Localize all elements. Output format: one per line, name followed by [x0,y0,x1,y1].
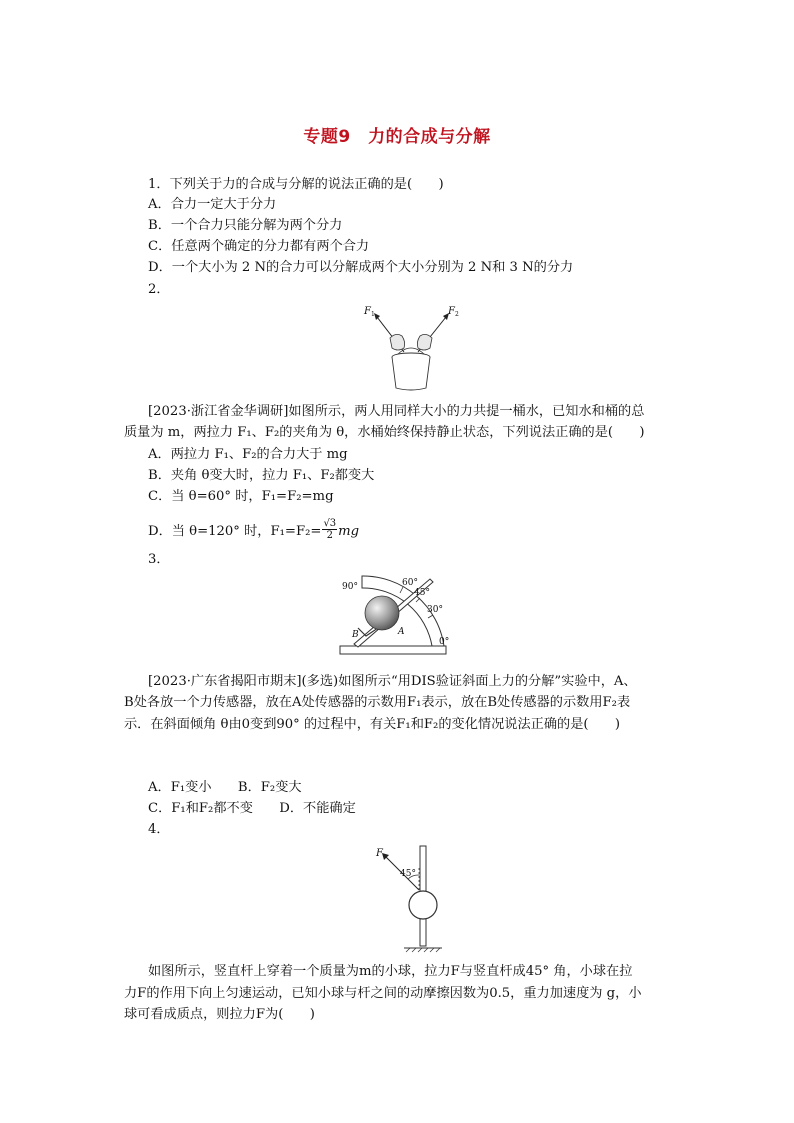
label-45: 45° [414,588,430,598]
force-label: F [376,848,383,859]
page-title: 专题9 力的合成与分解 [303,127,491,147]
incline-figure [336,570,456,662]
q3-stem-line3: 示．在斜面倾角 θ由0变到90° 的过程中，有关F₁和F₂的变化情况说法正确的是( ) [124,717,621,732]
q2-option-d-fraction [322,518,337,541]
q4-number: 4． [148,822,170,837]
q2-option-b: B．夹角 θ变大时，拉力 F₁、F₂都变大 [148,468,375,483]
q3-number: 3． [148,552,170,567]
q1-option-c: C．任意两个确定的分力都有两个合力 [148,239,370,254]
q2-stem-line2: 质量为 m，两拉力 F₁、F₂的夹角为 θ，水桶始终保持静止状态，下列说法正确的是( ) [124,425,645,440]
q2-option-d [148,520,359,543]
q3-stem-line1: [2023·广东省揭阳市期末](多选)如图所示“用DIS验证斜面上力的分解”实验中，A、 [148,674,637,689]
q1-option-a: A．合力一定大于分力 [148,197,277,212]
q2-option-c: C．当 θ=60° 时，F₁=F₂=mg [148,489,334,504]
q3-options-row1: A．F₁变小 B．F₂变大 [148,780,302,795]
q3-stem-line2: B处各放一个力传感器，放在A处传感器的示数用F₁表示，放在B处传感器的示数用F₂表 [124,695,631,710]
q2-option-d-frac-den: 2 [326,530,333,541]
label-b: B [352,630,359,640]
angle-label: 45° [400,869,416,879]
q4-stem-line1: 如图所示，竖直杆上穿着一个质量为m的小球，拉力F与竖直杆成45° 角，小球在拉 [148,964,633,979]
q2-option-d-prefix: D．当 θ=120° 时，F₁=F₂= [148,524,322,539]
f2-subscript: 2 [455,311,459,318]
q1-option-d: D．一个大小为 2 N的合力可以分解成两个大小分别为 2 N和 3 N的分力 [148,260,574,275]
q2-stem-line1: [2023·浙江省金华调研]如图所示，两人用同样大小的力共提一桶水，已知水和桶的总 [148,404,645,419]
q4-stem-line2: 力F的作用下向上匀速运动，已知小球与杆之间的动摩擦因数为0.5，重力加速度为 g，小 [124,986,642,1001]
q3-options-row2: C．F₁和F₂都不变 D．不能确定 [148,801,356,816]
label-0: 0° [439,637,450,647]
f2-label: F [448,306,455,317]
q1-option-b: B．一个合力只能分解为两个分力 [148,218,343,233]
label-60: 60° [402,578,418,588]
q4-stem-line3: 球可看成质点，则拉力F为( ) [124,1007,315,1022]
rod-ball-figure [366,842,456,956]
label-90: 90° [342,582,358,592]
label-30: 30° [427,605,443,615]
q2-option-d-frac-num: √3 [323,518,337,529]
q2-option-a: A．两拉力 F₁、F₂的合力大于 mg [148,447,348,462]
bucket-figure [360,300,470,396]
q2-option-d-suffix: mg [338,524,360,539]
q1-stem: 1．下列关于力的合成与分解的说法正确的是( ) [148,177,444,192]
f1-label: F [364,306,371,317]
f1-subscript: 1 [371,311,375,318]
label-a: A [398,627,405,637]
q2-number: 2． [148,282,170,297]
